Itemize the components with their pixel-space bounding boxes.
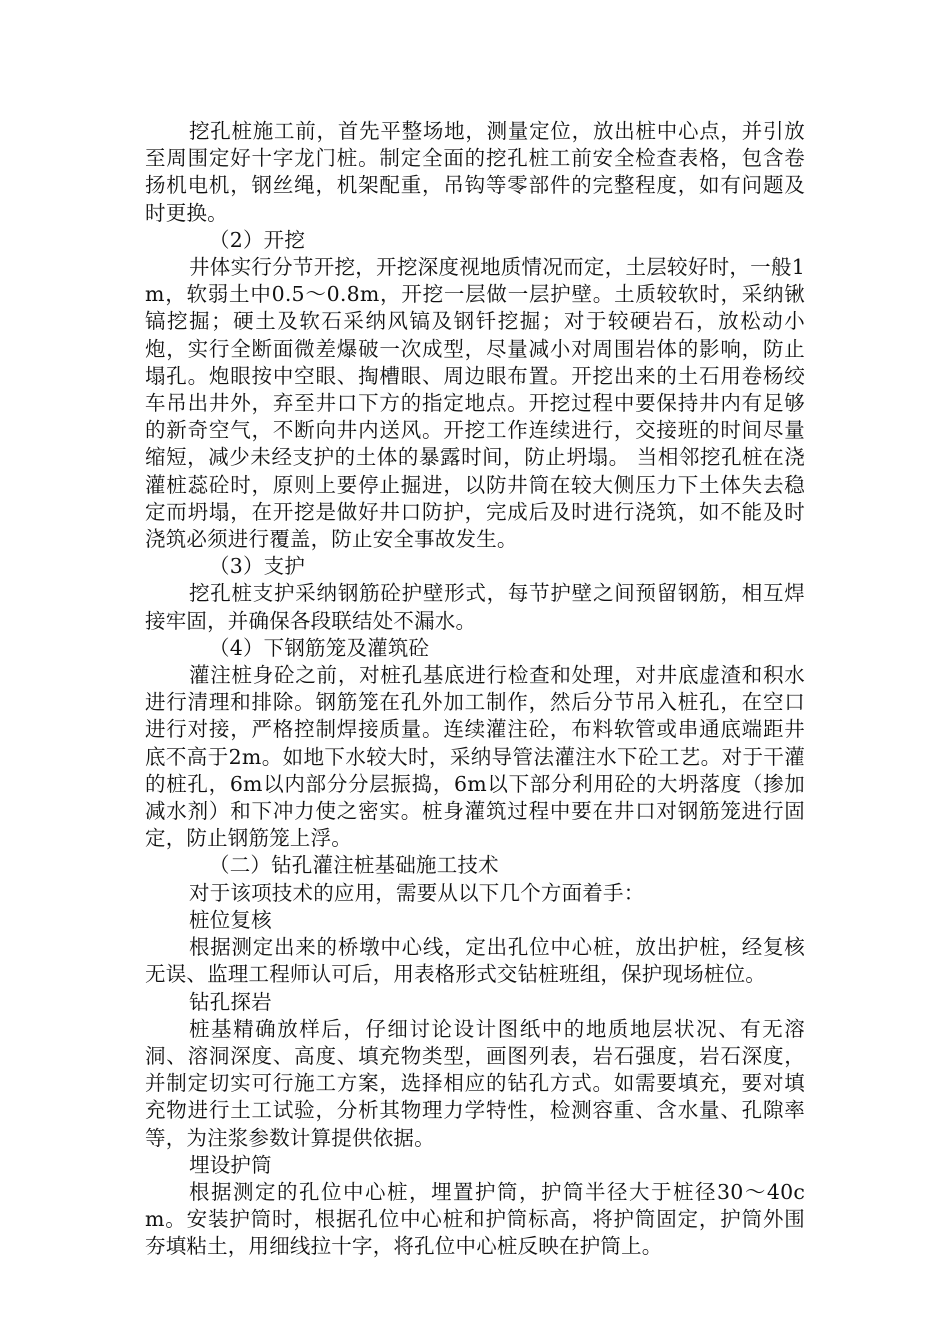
- document-page: [145, 118, 805, 1261]
- subheading-pile-position-check: 桩位复核: [189, 907, 272, 932]
- paragraph-pile-position-check: 根据测定出来的桥墩中心线，定出孔位中心桩，放出护桩，经复核无误、监理工程师认可后，用表格形式交钻桩班组，保护现场桩位。: [145, 935, 805, 987]
- heading-excavation: （2）开挖: [209, 227, 306, 252]
- paragraph-excavation: 井体实行分节开挖，开挖深度视地质情况而定，土层较好时，一般1m，软弱土中0.5～0.8m，开挖一层做一层护壁。土质较软时，采纳锹镐挖掘；硬土及软石采纳风镐及钢钎挖掘；对于较硬岩石，放松动小炮，实行全断面微差爆破一次成型，尽量减小对周围岩体的影响，防止塌孔。炮眼按中空眼、掏槽眼、周边眼布置。开挖出来的土石用卷杨绞车吊出井外，弃至井口下方的指定地点。开挖过程中要保持井内有足够的新奇空气，不断向井内送风。开挖工作连续进行，交接班的时间尽量缩短，减少未经支护的土体的暴露时间，防止坍塌。 当相邻挖孔桩在浇灌桩蕊砼时，原则上要停止掘进，以防井筒在较大侧压力下土体失去稳定而坍塌，在开挖是做好井口防护，完成后及时进行浇筑，如不能及时浇筑必须进行覆盖，防止安全事故发生。: [145, 255, 805, 552]
- paragraph-bored-pile-intro: 对于该项技术的应用，需要从以下几个方面着手：: [189, 880, 645, 905]
- paragraph-drilling-rock-exploration: 桩基精确放样后，仔细讨论设计图纸中的地质地层状况、有无溶洞、溶洞深度、高度、填充物类型，画图列表，岩石强度，岩石深度，并制定切实可行施工方案，选择相应的钻孔方式。如需要填充，要对填充物进行土工试验，分析其物理力学特性，检测容重、含水量、孔隙率等，为注浆参数计算提供依据。: [145, 1016, 805, 1150]
- heading-bored-pile-technique: （二）钻孔灌注桩基础施工技术: [209, 853, 499, 878]
- paragraph-casing-installation: 根据测定的孔位中心桩，埋置护筒，护筒半径大于桩径30～40cm。安装护筒时，根据孔位中心桩和护筒标高，将护筒固定，护筒外围夯填粘土，用细线拉十字，将孔位中心桩反映在护筒上。: [145, 1179, 805, 1259]
- heading-rebar-cage-concrete: （4）下钢筋笼及灌筑砼: [209, 635, 430, 660]
- paragraph-support: 挖孔桩支护采纳钢筋砼护壁形式，每节护壁之间预留钢筋，相互焊接牢固，并确保各段联结处不漏水。: [145, 581, 805, 633]
- subheading-drilling-rock-exploration: 钻孔探岩: [189, 989, 272, 1014]
- paragraph-site-preparation: 挖孔桩施工前，首先平整场地，测量定位，放出桩中心点，并引放至周围定好十字龙门桩。制定全面的挖孔桩工前安全检查表格，包含卷扬机电机，钢丝绳，机架配重，吊钩等零部件的完整程度，如有问题及时更换。: [145, 119, 805, 225]
- paragraph-rebar-cage-concrete: 灌注桩身砼之前，对桩孔基底进行检查和处理，对井底虚渣和积水进行清理和排除。钢筋笼在孔外加工制作，然后分节吊入桩孔，在空口进行对接，严格控制焊接质量。连续灌注砼，布料软管或串通底端距井底不高于2m。如地下水较大时，采纳导管法灌注水下砼工艺。对于干灌的桩孔，6m以内部分分层振捣，6m以下部分利用砼的大坍落度（掺加减水剂）和下冲力使之密实。桩身灌筑过程中要在井口对钢筋笼进行固定，防止钢筋笼上浮。: [145, 663, 805, 851]
- heading-support: （3）支护: [209, 554, 306, 579]
- subheading-casing-installation: 埋设护筒: [189, 1152, 272, 1177]
